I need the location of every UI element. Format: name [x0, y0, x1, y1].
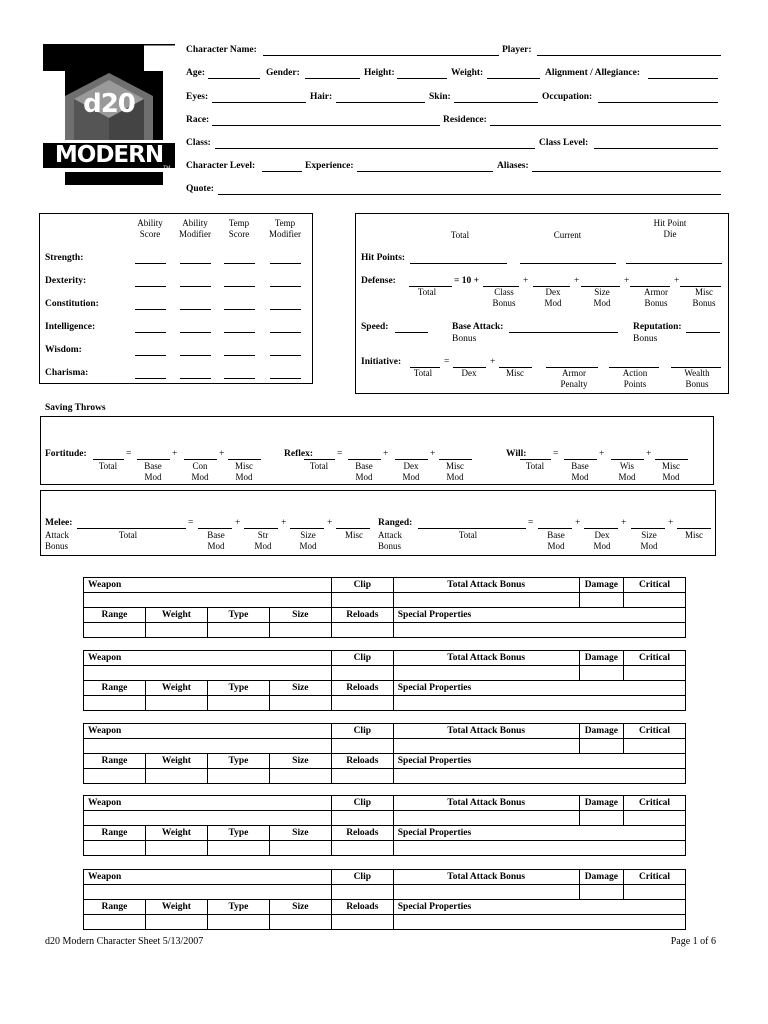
damage-cell[interactable]: [579, 811, 623, 826]
critical-cell[interactable]: [624, 666, 686, 681]
player-field[interactable]: [537, 55, 721, 56]
ability-value-field[interactable]: [135, 378, 166, 379]
type-header: Type: [207, 754, 269, 769]
footer-right: Page 1 of 6: [670, 936, 716, 947]
ability-value-field[interactable]: [270, 263, 301, 264]
fortitude-field[interactable]: [184, 459, 217, 460]
type-cell[interactable]: [207, 769, 269, 784]
weapon-header: Weapon: [84, 796, 332, 811]
ability-label: Dexterity:: [45, 276, 87, 286]
attack-bonus-header: Total Attack Bonus: [393, 578, 579, 593]
reflex-sub-label: Total: [309, 461, 329, 471]
reputation-field[interactable]: [686, 332, 720, 333]
ranged-sub-label: Misc: [685, 530, 703, 540]
size-cell[interactable]: [269, 769, 331, 784]
speed-label: Speed:: [361, 322, 389, 332]
initiative-sub-label: Misc: [506, 368, 524, 378]
melee-component-field[interactable]: [244, 528, 278, 529]
base-attack-label: Base Attack:: [452, 322, 504, 332]
plus-sign: +: [668, 518, 674, 528]
clip-cell[interactable]: [331, 593, 393, 608]
clip-header: Clip: [331, 796, 393, 811]
weight-cell[interactable]: [145, 915, 207, 930]
ranged-sub-label: Size Mod: [640, 530, 658, 551]
will-field[interactable]: [655, 459, 688, 460]
special-properties-cell[interactable]: [393, 769, 685, 784]
clip-cell[interactable]: [331, 666, 393, 681]
reloads-header: Reloads: [331, 754, 393, 769]
experience-field[interactable]: [357, 171, 493, 172]
melee-total-field[interactable]: [77, 528, 186, 529]
fortitude-sub-label: Misc Mod: [235, 461, 253, 482]
size-header: Size: [269, 826, 331, 841]
critical-header: Critical: [624, 578, 686, 593]
ability-value-field[interactable]: [224, 286, 255, 287]
weight-header: Weight: [145, 900, 207, 915]
initiative-sub-label: Total: [413, 368, 433, 378]
operator-sign: +: [430, 449, 436, 459]
plus-sign: +: [327, 518, 333, 528]
logo-trademark: TM: [163, 166, 171, 171]
hp-current-field[interactable]: [520, 263, 616, 264]
ability-value-field[interactable]: [270, 286, 301, 287]
hp-die-field[interactable]: [626, 263, 722, 264]
critical-cell[interactable]: [624, 885, 686, 900]
ability-label: Intelligence:: [45, 322, 96, 332]
melee-component-field[interactable]: [198, 528, 232, 529]
defense-sub-label: Dex Mod: [544, 287, 562, 308]
ranged-sub-label: Base Mod: [547, 530, 565, 551]
initiative-sub-label: Armor Penalty: [560, 368, 588, 389]
melee-sub-label: Str Mod: [254, 530, 272, 551]
gender-label: Gender:: [266, 68, 300, 78]
weapon-table: [83, 577, 686, 638]
defense-sub-label: Misc Bonus: [692, 287, 716, 308]
ability-col-header: Temp Modifier: [269, 218, 301, 239]
attack-bonus-cell[interactable]: [393, 811, 579, 826]
range-cell[interactable]: [84, 623, 146, 638]
weapon-header: Weapon: [84, 578, 332, 593]
damage-header: Damage: [579, 578, 623, 593]
special-properties-cell[interactable]: [393, 915, 685, 930]
character-level-field[interactable]: [262, 171, 302, 172]
range-header: Range: [84, 681, 146, 696]
weight-header: Weight: [145, 681, 207, 696]
size-header: Size: [269, 754, 331, 769]
reloads-cell[interactable]: [331, 623, 393, 638]
special-properties-cell[interactable]: [393, 696, 685, 711]
attack-bonus-header: Total Attack Bonus: [393, 724, 579, 739]
weight-cell[interactable]: [145, 841, 207, 856]
defense-sub-label: Class Bonus: [492, 287, 516, 308]
clip-header: Clip: [331, 870, 393, 885]
clip-cell[interactable]: [331, 739, 393, 754]
will-field[interactable]: [520, 459, 551, 460]
ability-value-field[interactable]: [135, 263, 166, 264]
eyes-label: Eyes:: [186, 92, 209, 102]
ability-value-field[interactable]: [270, 332, 301, 333]
reflex-field[interactable]: [348, 459, 381, 460]
size-header: Size: [269, 608, 331, 623]
ability-label: Constitution:: [45, 299, 99, 309]
ability-value-field[interactable]: [180, 332, 211, 333]
race-label: Race:: [186, 115, 210, 125]
reflex-label: Reflex:: [284, 449, 314, 459]
reputation-sub: Bonus: [633, 334, 658, 344]
type-cell[interactable]: [207, 623, 269, 638]
attack-bonus-cell[interactable]: [393, 739, 579, 754]
aliases-field[interactable]: [532, 171, 721, 172]
quote-field[interactable]: [218, 194, 721, 195]
damage-cell[interactable]: [579, 739, 623, 754]
reloads-header: Reloads: [331, 900, 393, 915]
ranged-component-field[interactable]: [538, 528, 572, 529]
plus-sign: +: [523, 276, 529, 286]
logo: [43, 44, 175, 185]
ranged-label: Ranged:: [378, 518, 413, 528]
clip-cell[interactable]: [331, 811, 393, 826]
special-properties-cell[interactable]: [393, 841, 685, 856]
age-label: Age:: [186, 68, 205, 78]
ability-value-field[interactable]: [180, 378, 211, 379]
experience-label: Experience:: [305, 161, 354, 171]
fortitude-field[interactable]: [137, 459, 170, 460]
melee-component-field[interactable]: [290, 528, 324, 529]
attack-bonus-header: Total Attack Bonus: [393, 796, 579, 811]
clip-header: Clip: [331, 651, 393, 666]
type-header: Type: [207, 681, 269, 696]
ability-value-field[interactable]: [135, 355, 166, 356]
range-cell[interactable]: [84, 841, 146, 856]
race-field[interactable]: [212, 125, 440, 126]
operator-sign: =: [553, 449, 559, 459]
plus-sign: +: [281, 518, 287, 528]
ability-value-field[interactable]: [180, 263, 211, 264]
weapon-name-cell[interactable]: [84, 593, 332, 608]
size-cell[interactable]: [269, 915, 331, 930]
damage-header: Damage: [579, 724, 623, 739]
critical-header: Critical: [624, 651, 686, 666]
footer-left: d20 Modern Character Sheet 5/13/2007: [45, 936, 204, 947]
weight-cell[interactable]: [145, 769, 207, 784]
hp-total-field[interactable]: [410, 263, 507, 264]
operator-sign: +: [599, 449, 605, 459]
weight-field[interactable]: [487, 78, 540, 79]
type-header: Type: [207, 826, 269, 841]
clip-header: Clip: [331, 724, 393, 739]
fortitude-field[interactable]: [93, 459, 124, 460]
ability-value-field[interactable]: [224, 332, 255, 333]
residence-field[interactable]: [490, 125, 721, 126]
will-label: Will:: [506, 449, 527, 459]
ranged-component-field[interactable]: [677, 528, 711, 529]
ranged-sub-label: Attack Bonus: [378, 530, 402, 551]
special-properties-header: Special Properties: [393, 754, 685, 769]
reflex-sub-label: Base Mod: [355, 461, 373, 482]
damage-header: Damage: [579, 651, 623, 666]
ability-value-field[interactable]: [180, 286, 211, 287]
ability-col-header: Ability Modifier: [179, 218, 211, 239]
ability-value-field[interactable]: [135, 332, 166, 333]
will-sub-label: Base Mod: [571, 461, 589, 482]
ranged-sub-label: Dex Mod: [593, 530, 611, 551]
type-header: Type: [207, 608, 269, 623]
damage-cell[interactable]: [579, 885, 623, 900]
ability-value-field[interactable]: [224, 309, 255, 310]
will-sub-label: Misc Mod: [662, 461, 680, 482]
reloads-header: Reloads: [331, 608, 393, 623]
hit-points-label: Hit Points:: [361, 253, 406, 263]
defense-sub-label: Size Mod: [593, 287, 611, 308]
clip-cell[interactable]: [331, 885, 393, 900]
ranged-component-field[interactable]: [631, 528, 665, 529]
ability-col-header: Ability Score: [137, 218, 163, 239]
ranged-component-field[interactable]: [584, 528, 618, 529]
range-cell[interactable]: [84, 769, 146, 784]
weapon-name-cell[interactable]: [84, 739, 332, 754]
reloads-cell[interactable]: [331, 696, 393, 711]
attack-bonus-cell[interactable]: [393, 885, 579, 900]
base-attack-sub: Bonus: [452, 334, 477, 344]
range-header: Range: [84, 826, 146, 841]
weight-cell[interactable]: [145, 623, 207, 638]
operator-sign: +: [219, 449, 225, 459]
will-sub-label: Wis Mod: [618, 461, 636, 482]
size-header: Size: [269, 900, 331, 915]
defense-base-text: = 10 +: [454, 276, 480, 286]
character-name-label: Character Name:: [186, 45, 257, 55]
ranged-total-field[interactable]: [418, 528, 526, 529]
special-properties-header: Special Properties: [393, 608, 685, 623]
critical-cell[interactable]: [624, 593, 686, 608]
skin-label: Skin:: [429, 92, 451, 102]
ability-value-field[interactable]: [135, 286, 166, 287]
ability-value-field[interactable]: [180, 355, 211, 356]
defense-label: Defense:: [361, 276, 396, 286]
skin-field[interactable]: [454, 102, 538, 103]
aliases-label: Aliases:: [497, 161, 529, 171]
ability-value-field[interactable]: [224, 378, 255, 379]
critical-cell[interactable]: [624, 739, 686, 754]
weapon-table: [83, 723, 686, 784]
plus-sign: +: [490, 357, 496, 367]
attack-bonus-header: Total Attack Bonus: [393, 870, 579, 885]
defense-sub-label: Armor Bonus: [644, 287, 668, 308]
clip-header: Clip: [331, 578, 393, 593]
fortitude-label: Fortitude:: [45, 449, 87, 459]
type-cell[interactable]: [207, 841, 269, 856]
residence-label: Residence:: [443, 115, 487, 125]
class-level-label: Class Level:: [539, 138, 589, 148]
reflex-field[interactable]: [439, 459, 472, 460]
class-level-field[interactable]: [594, 148, 718, 149]
special-properties-cell[interactable]: [393, 623, 685, 638]
operator-sign: +: [172, 449, 178, 459]
operator-sign: =: [126, 449, 132, 459]
ability-col-header: Temp Score: [228, 218, 250, 239]
equals-sign: =: [188, 518, 194, 528]
alignment-label: Alignment / Allegiance:: [545, 68, 640, 78]
weapon-table: [83, 795, 686, 856]
weight-header: Weight: [145, 826, 207, 841]
height-label: Height:: [364, 68, 395, 78]
weapon-header: Weapon: [84, 651, 332, 666]
weapon-name-cell[interactable]: [84, 811, 332, 826]
logo-modern-text: MODERN: [54, 142, 164, 168]
hair-field[interactable]: [336, 102, 425, 103]
initiative-sub-label: Wealth Bonus: [684, 368, 710, 389]
initiative-sub-label: Action Points: [622, 368, 648, 389]
type-cell[interactable]: [207, 915, 269, 930]
initiative-sub-label: Dex: [461, 368, 477, 378]
weapon-name-cell[interactable]: [84, 885, 332, 900]
plus-sign: +: [674, 276, 680, 286]
player-label: Player:: [502, 45, 532, 55]
reloads-cell[interactable]: [331, 769, 393, 784]
weapon-name-cell[interactable]: [84, 666, 332, 681]
combat-col-total: Total: [450, 230, 470, 240]
attack-bonus-cell[interactable]: [393, 593, 579, 608]
ability-label: Strength:: [45, 253, 84, 263]
plus-sign: +: [624, 276, 630, 286]
operator-sign: +: [383, 449, 389, 459]
ability-value-field[interactable]: [224, 263, 255, 264]
plus-sign: +: [575, 518, 581, 528]
melee-sub-label: Base Mod: [207, 530, 225, 551]
equals-sign: =: [444, 357, 450, 367]
special-properties-header: Special Properties: [393, 900, 685, 915]
melee-sub-label: Size Mod: [299, 530, 317, 551]
occupation-label: Occupation:: [542, 92, 593, 102]
melee-sub-label: Total: [118, 530, 138, 540]
weight-header: Weight: [145, 754, 207, 769]
fortitude-field[interactable]: [228, 459, 261, 460]
weapon-table: [83, 650, 686, 711]
reloads-header: Reloads: [331, 826, 393, 841]
damage-header: Damage: [579, 870, 623, 885]
will-field[interactable]: [611, 459, 644, 460]
size-cell[interactable]: [269, 623, 331, 638]
height-field[interactable]: [397, 78, 447, 79]
critical-header: Critical: [624, 870, 686, 885]
weapon-header: Weapon: [84, 870, 332, 885]
type-cell[interactable]: [207, 696, 269, 711]
speed-field[interactable]: [395, 332, 428, 333]
fortitude-sub-label: Con Mod: [191, 461, 209, 482]
special-properties-header: Special Properties: [393, 826, 685, 841]
operator-sign: =: [337, 449, 343, 459]
damage-cell[interactable]: [579, 666, 623, 681]
reputation-label: Reputation:: [633, 322, 682, 332]
age-field[interactable]: [208, 78, 260, 79]
class-field[interactable]: [215, 148, 535, 149]
logo-d20-text: d20: [83, 89, 135, 119]
attack-bonus-cell[interactable]: [393, 666, 579, 681]
critical-cell[interactable]: [624, 811, 686, 826]
occupation-field[interactable]: [598, 102, 718, 103]
reloads-header: Reloads: [331, 681, 393, 696]
reflex-sub-label: Misc Mod: [446, 461, 464, 482]
saving-throws-title: Saving Throws: [45, 403, 106, 413]
reflex-field[interactable]: [304, 459, 335, 460]
alignment-field[interactable]: [648, 78, 718, 79]
range-cell[interactable]: [84, 915, 146, 930]
will-field[interactable]: [564, 459, 597, 460]
ability-value-field[interactable]: [135, 309, 166, 310]
melee-label: Melee:: [45, 518, 73, 528]
ability-value-field[interactable]: [270, 355, 301, 356]
equals-sign: =: [528, 518, 534, 528]
plus-sign: +: [621, 518, 627, 528]
special-properties-header: Special Properties: [393, 681, 685, 696]
melee-sub-label: Attack Bonus: [45, 530, 69, 551]
plus-sign: +: [574, 276, 580, 286]
reflex-sub-label: Dex Mod: [402, 461, 420, 482]
ability-value-field[interactable]: [270, 309, 301, 310]
quote-label: Quote:: [186, 184, 214, 194]
reloads-cell[interactable]: [331, 841, 393, 856]
fortitude-sub-label: Base Mod: [144, 461, 162, 482]
damage-header: Damage: [579, 796, 623, 811]
plus-sign: +: [235, 518, 241, 528]
attack-bonus-header: Total Attack Bonus: [393, 651, 579, 666]
ranged-sub-label: Total: [458, 530, 478, 540]
eyes-field[interactable]: [212, 102, 306, 103]
critical-header: Critical: [624, 796, 686, 811]
ability-value-field[interactable]: [224, 355, 255, 356]
critical-header: Critical: [624, 724, 686, 739]
combat-col-current: Current: [553, 230, 582, 240]
character-level-label: Character Level:: [186, 161, 256, 171]
size-header: Size: [269, 681, 331, 696]
ability-label: Charisma:: [45, 368, 89, 378]
ability-value-field[interactable]: [270, 378, 301, 379]
range-header: Range: [84, 608, 146, 623]
hair-label: Hair:: [310, 92, 333, 102]
reflex-field[interactable]: [395, 459, 428, 460]
reloads-cell[interactable]: [331, 915, 393, 930]
initiative-label: Initiative:: [361, 357, 402, 367]
class-label: Class:: [186, 138, 211, 148]
weapon-header: Weapon: [84, 724, 332, 739]
fortitude-sub-label: Total: [98, 461, 118, 471]
ability-value-field[interactable]: [180, 309, 211, 310]
gender-field[interactable]: [305, 78, 360, 79]
defense-sub-label: Total: [417, 287, 437, 297]
range-cell[interactable]: [84, 696, 146, 711]
weight-label: Weight:: [451, 68, 484, 78]
weight-cell[interactable]: [145, 696, 207, 711]
range-header: Range: [84, 754, 146, 769]
size-cell[interactable]: [269, 696, 331, 711]
combat-col-hitdie: Hit Point Die: [653, 218, 687, 239]
melee-sub-label: Misc: [345, 530, 363, 540]
damage-cell[interactable]: [579, 593, 623, 608]
operator-sign: +: [646, 449, 652, 459]
will-sub-label: Total: [525, 461, 545, 471]
weight-header: Weight: [145, 608, 207, 623]
type-header: Type: [207, 900, 269, 915]
size-cell[interactable]: [269, 841, 331, 856]
base-attack-field[interactable]: [509, 332, 618, 333]
melee-component-field[interactable]: [336, 528, 370, 529]
weapon-table: [83, 869, 686, 930]
character-name-field[interactable]: [263, 55, 499, 56]
range-header: Range: [84, 900, 146, 915]
ability-label: Wisdom:: [45, 345, 82, 355]
